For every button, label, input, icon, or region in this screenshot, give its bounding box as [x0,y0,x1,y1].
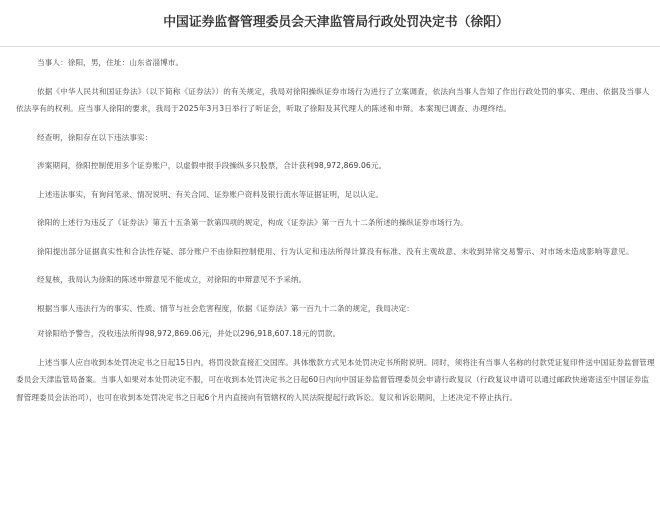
evidence-paragraph: 上述违法事实，有询问笔录、情况说明、有关合同、证券账户资料及银行流水等证据证明，足以认定。 [37,189,384,199]
decision-basis-paragraph: 根据当事人违法行为的事实、性质、情节与社会危害程度，依据《证券法》第一百九十二条的规定，我局决定： [37,303,414,313]
document-body [16,54,656,406]
party-paragraph: 当事人：徐阳，男，住址：山东省淄博市。 [37,58,184,67]
title-divider [0,46,660,47]
payment-appeal-paragraph: 上述当事人应自收到本处罚决定书之日起15日内，将罚没款直接汇交国库。具体缴款方式见本处罚决定书所附说明。同时，须将注有当事人名称的付款凭证复印件送中国证券监督管理委员会天津监管局备案。当事人如果对本处罚决定不服，可在收到本处罚决定书之日起60日内向中国证券监督管理委员会申请行政复议（行政复议申请可以通过邮政快递寄送至中国证券监督管理委员会法治司），也可在收到本处罚决定书之日起6个月内直接向有管辖权的人民法院提起行政诉讼。复议和诉讼期间，上述决定不停止执行。 [16,357,655,402]
findings-intro-paragraph: 经查明，徐阳存在以下违法事实： [37,132,153,142]
document-title: 中国证券监督管理委员会天津监管局行政处罚决定书（徐阳） [163,15,509,30]
basis-paragraph: 依据《中华人民共和国证券法》（以下简称《证券法》）的有关规定，我局对徐阳操纵证券市场行为进行了立案调查，依法向当事人告知了作出行政处罚的事实、理由、依据及当事人依法享有的权利。应当事人徐阳的要求，我局于2025年3月3日举行了听证会，听取了徐阳及其代理人的陈述和申辩。本案现已调查、办理终结。 [16,86,650,113]
review-paragraph: 经复核，我局认为徐阳的陈述申辩意见不能成立，对徐阳的申辩意见不予采纳。 [37,275,307,284]
penalty-paragraph: 对徐阳给予警告，没收违法所得98,972,869.06元，并处以296,918,607.18元的罚款。 [37,329,341,338]
violation-paragraph: 徐阳的上述行为违反了《证券法》第五十五条第一款第四项的规定，构成《证券法》第一百九十二条所述的操纵证券市场行为。 [37,218,468,227]
defense-paragraph: 徐阳提出部分证据真实性和合法性存疑、部分账户不由徐阳控制使用、行为认定和违法所得计算没有标准、没有主观故意、未收到异常交易警示、对市场未造成影响等意见。 [37,246,634,256]
facts-paragraph: 涉案期间，徐阳控制使用多个证券账户，以虚假申报手段操纵多只股票，合计获利98,972,869.06元。 [37,161,387,170]
